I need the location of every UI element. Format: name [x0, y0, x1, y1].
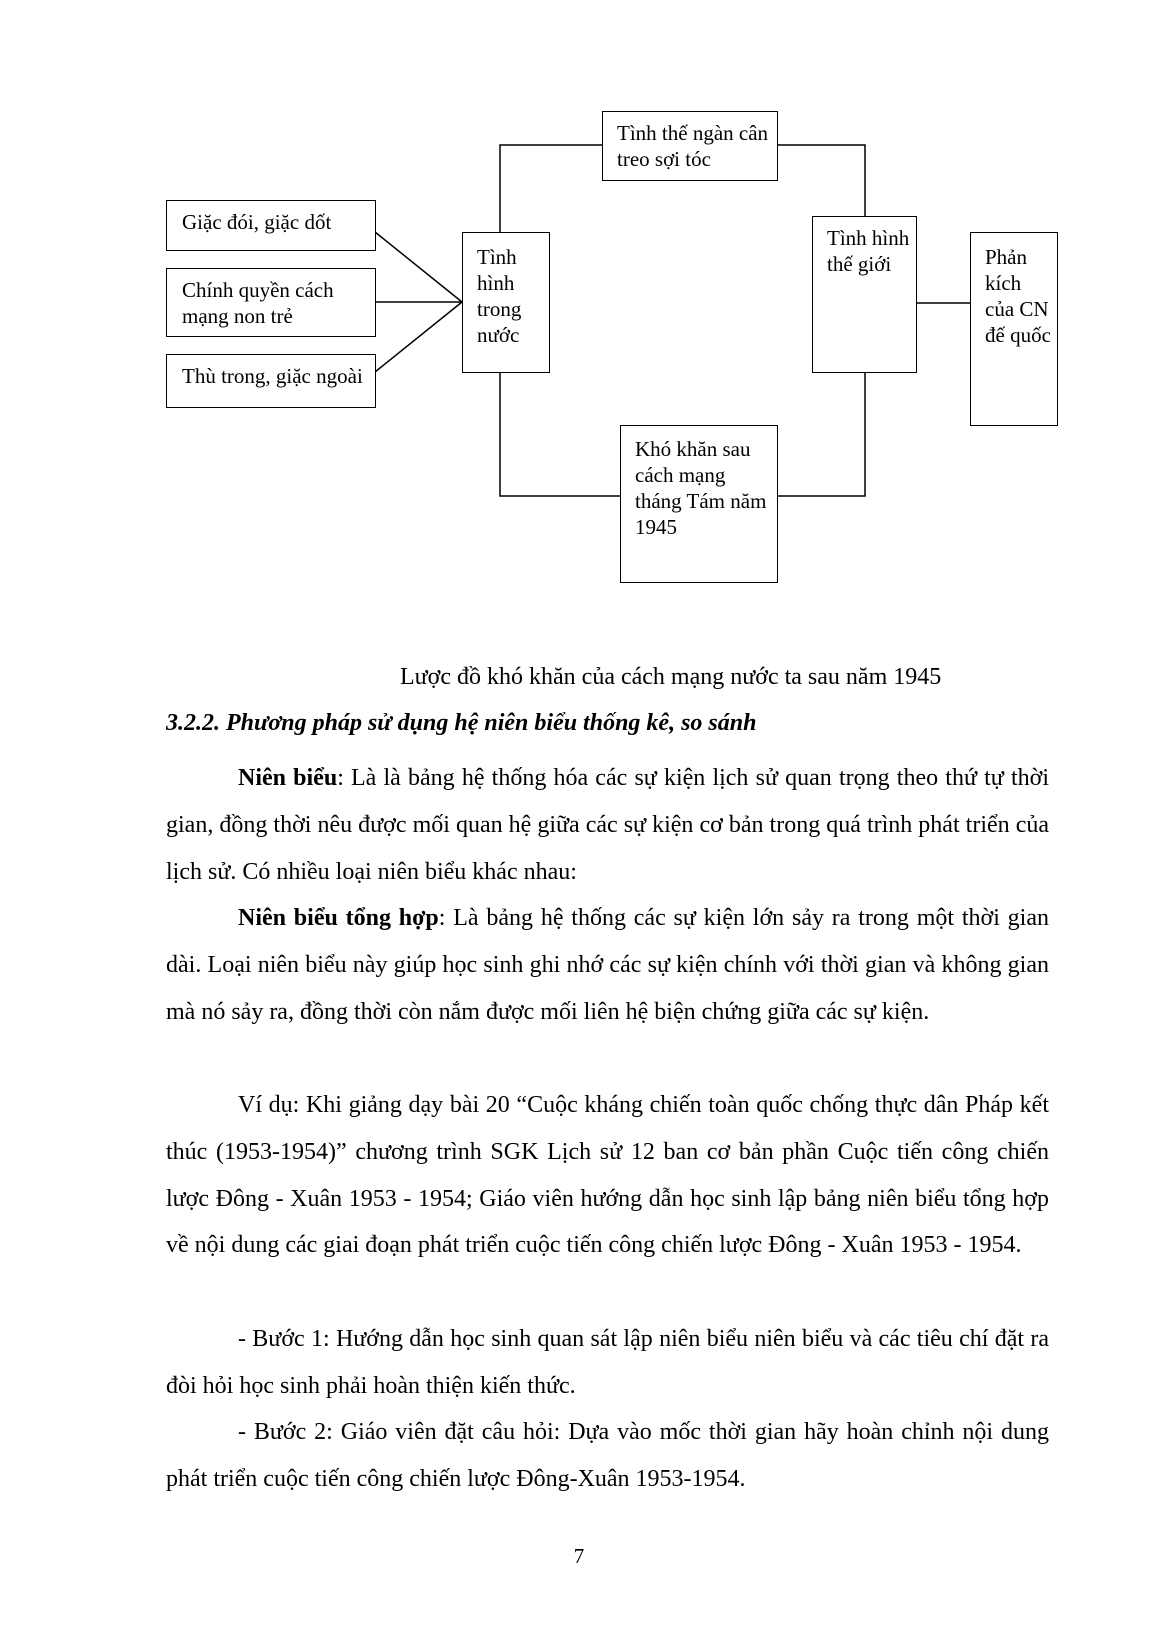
- page-number: 7: [573, 1544, 585, 1568]
- paragraph-example: Ví dụ: Khi giảng dạy bài 20 “Cuộc kháng chiến toàn quốc chống thực dân Pháp kết thúc (1953-1954)” chương trình SGK Lịch sử 12 ban cơ bản phần Cuộc tiến công chiến lược Đông - Xuân 1953 - 1954; Giáo viên hướng dẫn học sinh lập bảng niên biểu tổng hợp về nội dung các giai đoạn phát triển cuộc tiến công chiến lược Đông - Xuân 1953 - 1954.: [166, 1092, 1049, 1259]
- paragraph-step-1: - Bước 1: Hướng dẫn học sinh quan sát lập niên biểu niên biểu và các tiêu chí đặt ra đòi hỏi học sinh phải hoàn thiện kiến thức.: [166, 1326, 1049, 1399]
- left-box-government: Chính quyền cách mạng non trẻ: [166, 268, 376, 337]
- world-situation-box: Tình hình thế giới: [812, 216, 917, 373]
- left-box-enemies: Thù trong, giặc ngoài: [166, 354, 376, 408]
- left-box-hunger: Giặc đói, giặc dốt: [166, 200, 376, 251]
- paragraph-general-chronology: Niên biểu tổng hợp: Là bảng hệ thống các sự kiện lớn sảy ra trong một thời gian dài. Loại niên biểu này giúp học sinh ghi nhớ các sự kiện chính với thời gian và không gian mà nó sảy ra, đồng thời còn nắm được mối liên hệ biện chứng giữa các sự kiện.: [166, 905, 1049, 1025]
- imperialist-counterattack-box: Phản kích của CN đế quốc: [970, 232, 1058, 426]
- connector-top-right: [778, 145, 865, 216]
- top-situation-box: Tình thế ngàn cân treo sợi tóc: [602, 111, 778, 181]
- term-general-chronology: Niên biểu tổng hợp: [238, 905, 439, 931]
- diagram-caption: Lược đồ khó khăn của cách mạng nước ta sau năm 1945: [400, 664, 942, 690]
- diagram: [0, 0, 1158, 600]
- term-chronology: Niên biểu: [238, 765, 338, 791]
- connector-top-left: [500, 145, 602, 238]
- paragraph-chronology: Niên biểu: Là là bảng hệ thống hóa các sự kiện lịch sử quan trọng theo thứ tự thời gian, đồng thời nêu được mối quan hệ giữa các sự kiện cơ bản trong quá trình phát triển của lịch sử. Có nhiều loại niên biểu khác nhau:: [166, 765, 1049, 885]
- connector-bottom-right: [778, 372, 865, 496]
- bottom-difficulty-box: Khó khăn sau cách mạng tháng Tám năm 1945: [620, 425, 778, 583]
- connector-left-3: [375, 302, 462, 372]
- paragraph-step-2: - Bước 2: Giáo viên đặt câu hỏi: Dựa vào mốc thời gian hãy hoàn chỉnh nội dung phát triển cuộc tiến công chiến lược Đông-Xuân 1953-1954.: [166, 1419, 1049, 1492]
- connector-bottom-left: [500, 372, 620, 496]
- domestic-situation-box: Tình hình trong nước: [462, 232, 550, 373]
- section-title: 3.2.2. Phương pháp sử dụng hệ niên biểu thống kê, so sánh: [166, 710, 757, 736]
- connector-left-1: [375, 232, 462, 302]
